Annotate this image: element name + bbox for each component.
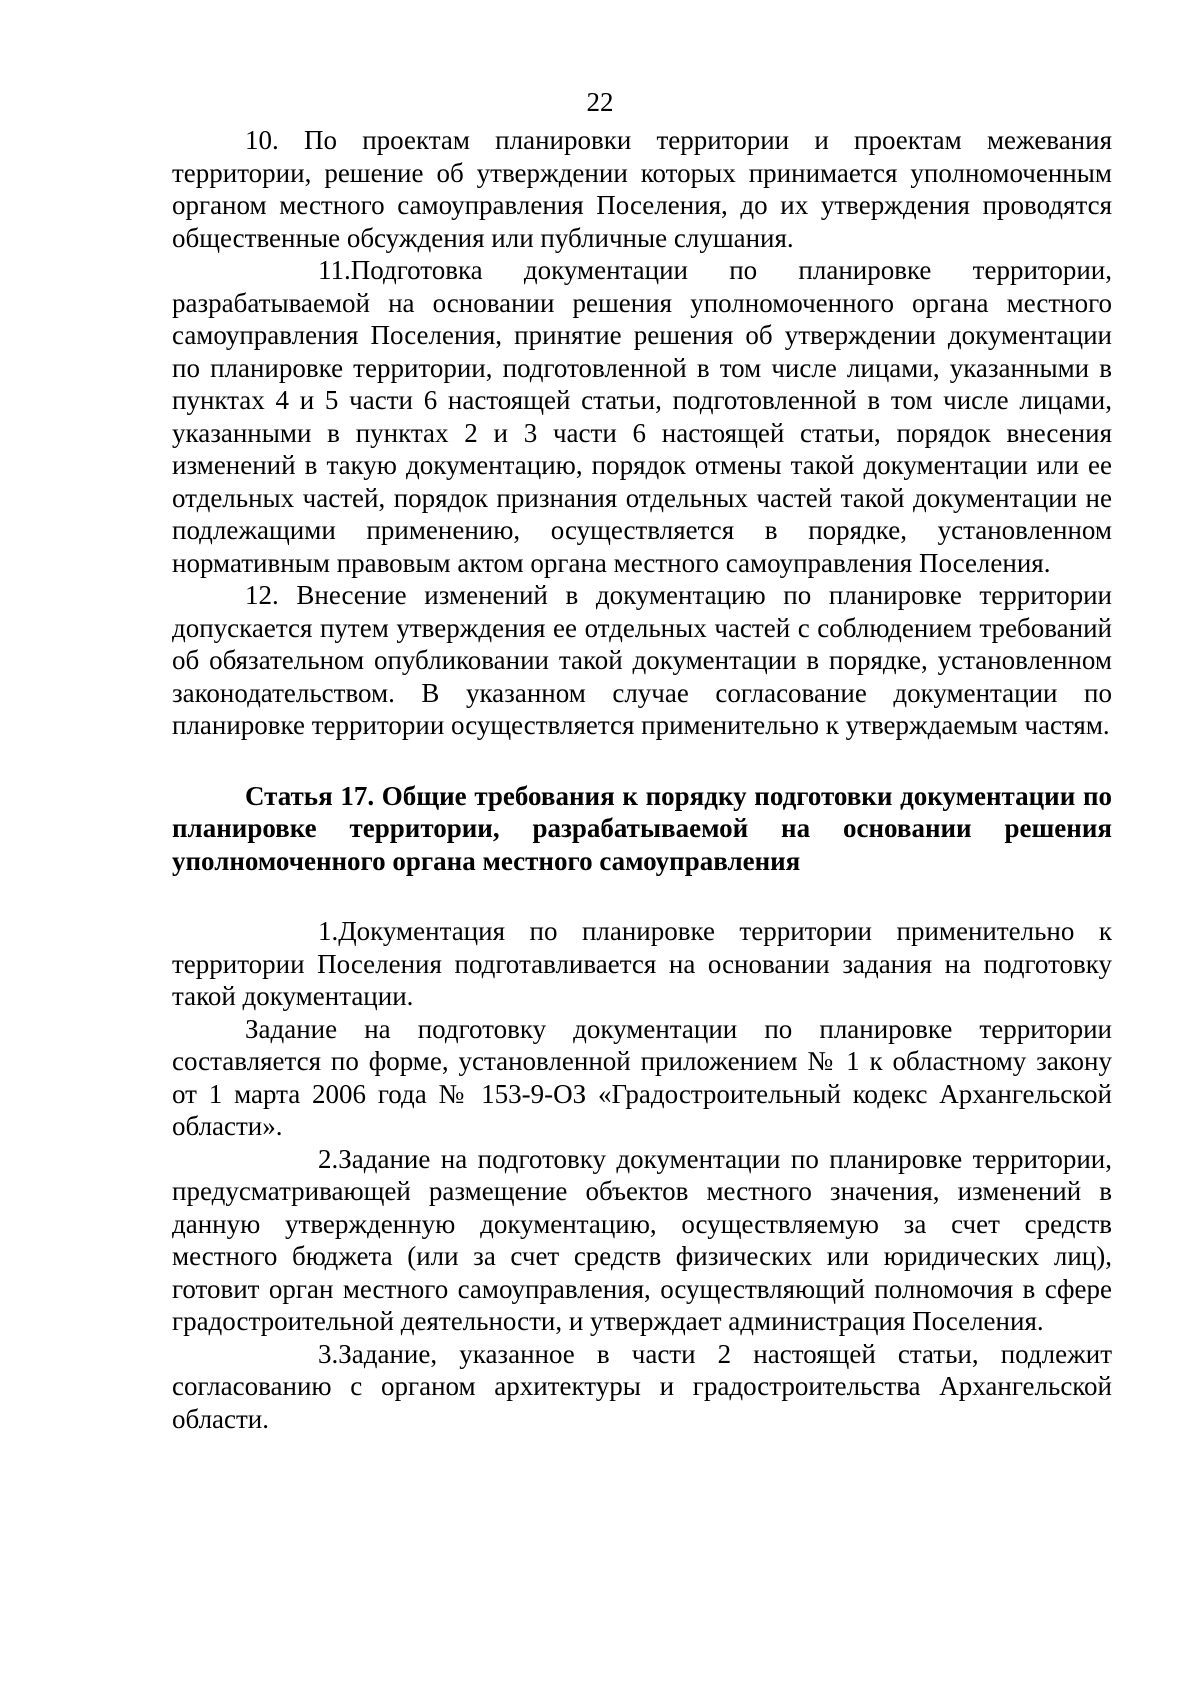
paragraph-text: 10. По проектам планировки территории и проектам межевания территории, решение об утверждении которых принимается уполномоченным органом местного самоуправления Поселения, до их утверждения проводятся общественные обсуждения или публичные слушания. — [172, 125, 1112, 253]
paragraph-number: 1. — [318, 916, 339, 946]
article-paragraph-2 — [172, 1143, 1112, 1338]
paragraph-text: Подготовка документации по планировке территории, разрабатываемой на основании решения уполномоченного органа местного самоуправления Поселения, принятие решения об утверждении документации по планировке территории, подготовленной в том числе лицами, указанными в пунктах 4 и 5 части 6 настоящей статьи, подготовленной в том числе лицами, указанными в пунктах 2 и 3 части 6 настоящей статьи, порядок внесения изменений в такую документацию, порядок отмены такой документации или ее отдельных частей, порядок признания отдельных частей такой документации не подлежащими применению, осуществляется в порядке, установленном нормативным правовым актом органа местного самоуправления Поселения. — [172, 255, 1112, 578]
paragraph-number: 11. — [318, 255, 351, 285]
article-paragraph-1-form — [172, 1013, 1112, 1143]
paragraph-number: 3. — [318, 1338, 339, 1369]
paragraph-text: Задание на подготовку документации по планировке территории, предусматривающей размещение объектов местного значения, изменений в данную утвержденную документацию, осуществляемую за счет средств местного бюджета (или за счет средств физических или юридических лиц), готовит орган местного самоуправления, осуществляющий полномочия в сфере градостроительной деятельности, и утверждает администрация Поселения. — [172, 1143, 1112, 1336]
article-paragraph-1 — [172, 915, 1112, 1013]
paragraph-text: Документация по планировке территории применительно к территории Поселения подготавливается на основании задания на подготовку такой документации. — [172, 916, 1112, 1011]
paragraph-11 — [172, 254, 1112, 579]
paragraph-12 — [172, 579, 1112, 742]
paragraph-number: 2. — [318, 1143, 339, 1174]
document-body — [172, 124, 1112, 1435]
page-number: 22 — [586, 87, 614, 117]
article-title: Статья 17. Общие требования к порядку подготовки документации по планировке территории, разрабатываемой на основании решения уполномоченного органа местного самоуправления — [172, 780, 1112, 876]
paragraph-10 — [172, 124, 1112, 254]
article-paragraph-3 — [172, 1338, 1112, 1436]
paragraph-text: Задание, указанное в части 2 настоящей статьи, подлежит согласованию с органом архитектуры и градостроительства Архангельской области. — [172, 1338, 1112, 1434]
paragraph-text: Задание на подготовку документации по планировке территории составляется по форме, установленной приложением № 1 к областному закону от 1 марта 2006 года № 153-9-ОЗ «Градостроительный кодекс Архангельской области». — [172, 1013, 1112, 1141]
paragraph-text: 12. Внесение изменений в документацию по планировке территории допускается путем утверждения ее отдельных частей с соблюдением требований об обязательном опубликовании такой документации в порядке, установленном законодательством. В указанном случае согласование документации по планировке территории осуществляется применительно к утверждаемым частям. — [172, 580, 1112, 740]
